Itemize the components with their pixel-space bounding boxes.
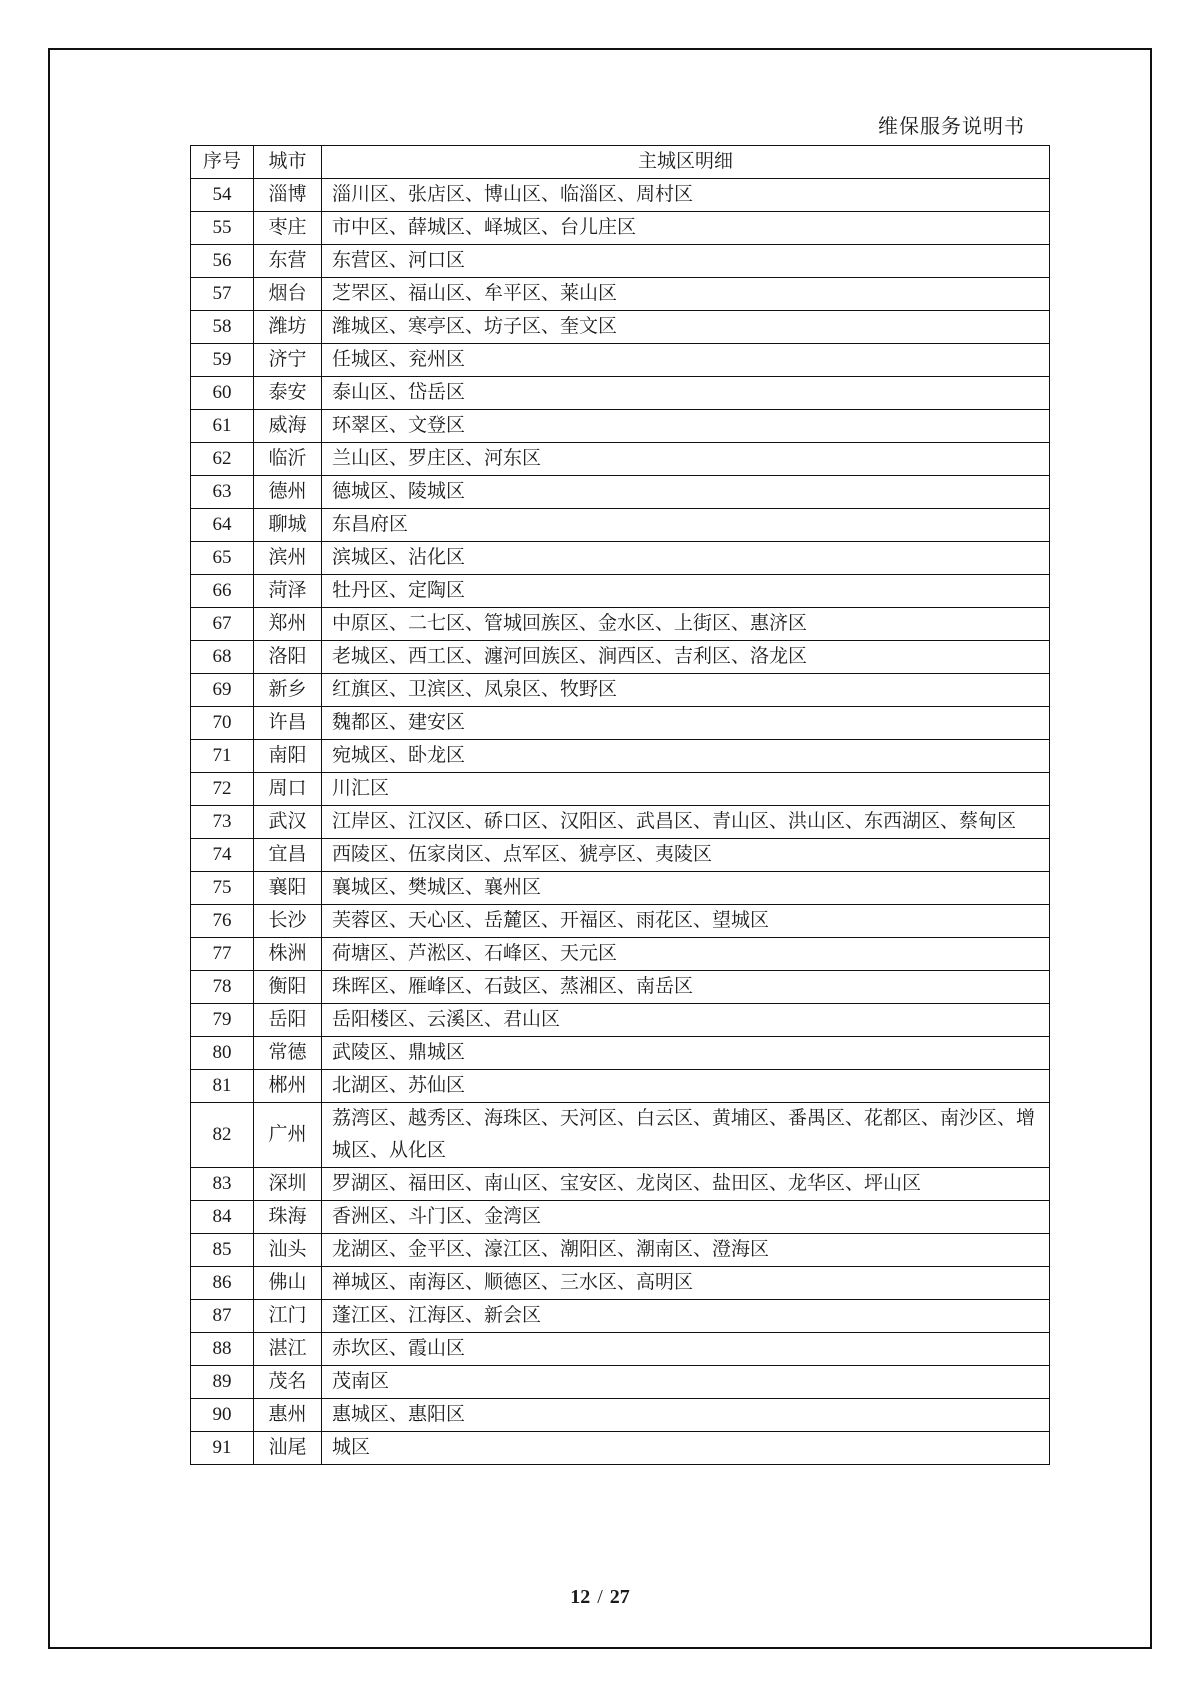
cell-no: 87 bbox=[191, 1300, 254, 1333]
column-header-no: 序号 bbox=[191, 146, 254, 179]
cell-city: 新乡 bbox=[254, 674, 322, 707]
cell-no: 76 bbox=[191, 905, 254, 938]
cell-districts: 香洲区、斗门区、金湾区 bbox=[322, 1201, 1050, 1234]
cell-districts: 龙湖区、金平区、濠江区、潮阳区、潮南区、澄海区 bbox=[322, 1234, 1050, 1267]
table-row bbox=[191, 674, 1050, 707]
table-row bbox=[191, 377, 1050, 410]
table-row bbox=[191, 773, 1050, 806]
cell-districts: 岳阳楼区、云溪区、君山区 bbox=[322, 1004, 1050, 1037]
cell-districts: 宛城区、卧龙区 bbox=[322, 740, 1050, 773]
page-number-separator: / bbox=[597, 1586, 603, 1608]
cell-no: 91 bbox=[191, 1432, 254, 1465]
cell-districts: 珠晖区、雁峰区、石鼓区、蒸湘区、南岳区 bbox=[322, 971, 1050, 1004]
table-row bbox=[191, 1103, 1050, 1168]
cell-districts: 西陵区、伍家岗区、点军区、猇亭区、夷陵区 bbox=[322, 839, 1050, 872]
cell-no: 56 bbox=[191, 245, 254, 278]
cell-districts: 任城区、兖州区 bbox=[322, 344, 1050, 377]
table-row bbox=[191, 905, 1050, 938]
table-row bbox=[191, 344, 1050, 377]
cell-no: 57 bbox=[191, 278, 254, 311]
districts-table bbox=[190, 145, 1050, 1465]
cell-districts: 魏都区、建安区 bbox=[322, 707, 1050, 740]
column-header-city: 城市 bbox=[254, 146, 322, 179]
cell-no: 75 bbox=[191, 872, 254, 905]
cell-no: 90 bbox=[191, 1399, 254, 1432]
cell-districts: 芝罘区、福山区、牟平区、莱山区 bbox=[322, 278, 1050, 311]
table-row bbox=[191, 179, 1050, 212]
cell-city: 淄博 bbox=[254, 179, 322, 212]
table-row bbox=[191, 806, 1050, 839]
cell-districts: 惠城区、惠阳区 bbox=[322, 1399, 1050, 1432]
cell-districts: 襄城区、樊城区、襄州区 bbox=[322, 872, 1050, 905]
table-row bbox=[191, 1201, 1050, 1234]
column-header-districts: 主城区明细 bbox=[322, 146, 1050, 179]
cell-city: 襄阳 bbox=[254, 872, 322, 905]
cell-city: 江门 bbox=[254, 1300, 322, 1333]
table-row bbox=[191, 542, 1050, 575]
table-row bbox=[191, 707, 1050, 740]
table-row bbox=[191, 839, 1050, 872]
table-row bbox=[191, 245, 1050, 278]
cell-no: 68 bbox=[191, 641, 254, 674]
cell-districts: 德城区、陵城区 bbox=[322, 476, 1050, 509]
cell-no: 69 bbox=[191, 674, 254, 707]
cell-city: 衡阳 bbox=[254, 971, 322, 1004]
cell-city: 佛山 bbox=[254, 1267, 322, 1300]
cell-districts: 江岸区、江汉区、硚口区、汉阳区、武昌区、青山区、洪山区、东西湖区、蔡甸区 bbox=[322, 806, 1050, 839]
cell-city: 广州 bbox=[254, 1103, 322, 1168]
cell-no: 78 bbox=[191, 971, 254, 1004]
cell-no: 60 bbox=[191, 377, 254, 410]
cell-city: 洛阳 bbox=[254, 641, 322, 674]
cell-districts: 牡丹区、定陶区 bbox=[322, 575, 1050, 608]
cell-city: 潍坊 bbox=[254, 311, 322, 344]
cell-city: 聊城 bbox=[254, 509, 322, 542]
cell-districts: 老城区、西工区、瀍河回族区、涧西区、吉利区、洛龙区 bbox=[322, 641, 1050, 674]
page-number-current: 12 bbox=[570, 1586, 591, 1608]
table-row bbox=[191, 872, 1050, 905]
cell-districts: 兰山区、罗庄区、河东区 bbox=[322, 443, 1050, 476]
cell-city: 泰安 bbox=[254, 377, 322, 410]
cell-districts: 蓬江区、江海区、新会区 bbox=[322, 1300, 1050, 1333]
cell-no: 64 bbox=[191, 509, 254, 542]
cell-no: 62 bbox=[191, 443, 254, 476]
table-row bbox=[191, 1070, 1050, 1103]
cell-districts: 市中区、薛城区、峄城区、台儿庄区 bbox=[322, 212, 1050, 245]
cell-city: 滨州 bbox=[254, 542, 322, 575]
cell-no: 89 bbox=[191, 1366, 254, 1399]
cell-city: 周口 bbox=[254, 773, 322, 806]
cell-districts: 淄川区、张店区、博山区、临淄区、周村区 bbox=[322, 179, 1050, 212]
cell-city: 南阳 bbox=[254, 740, 322, 773]
table-row bbox=[191, 1234, 1050, 1267]
cell-city: 汕尾 bbox=[254, 1432, 322, 1465]
cell-no: 84 bbox=[191, 1201, 254, 1234]
table-row bbox=[191, 608, 1050, 641]
cell-no: 74 bbox=[191, 839, 254, 872]
table-row bbox=[191, 278, 1050, 311]
cell-city: 常德 bbox=[254, 1037, 322, 1070]
table-header-row bbox=[191, 146, 1050, 179]
table-row bbox=[191, 212, 1050, 245]
cell-city: 惠州 bbox=[254, 1399, 322, 1432]
cell-city: 汕头 bbox=[254, 1234, 322, 1267]
cell-no: 70 bbox=[191, 707, 254, 740]
cell-no: 81 bbox=[191, 1070, 254, 1103]
cell-districts: 武陵区、鼎城区 bbox=[322, 1037, 1050, 1070]
cell-city: 郑州 bbox=[254, 608, 322, 641]
cell-city: 珠海 bbox=[254, 1201, 322, 1234]
table-row bbox=[191, 410, 1050, 443]
cell-city: 宜昌 bbox=[254, 839, 322, 872]
cell-districts: 赤坎区、霞山区 bbox=[322, 1333, 1050, 1366]
cell-no: 77 bbox=[191, 938, 254, 971]
table-row bbox=[191, 476, 1050, 509]
cell-city: 湛江 bbox=[254, 1333, 322, 1366]
cell-districts: 罗湖区、福田区、南山区、宝安区、龙岗区、盐田区、龙华区、坪山区 bbox=[322, 1168, 1050, 1201]
cell-districts: 北湖区、苏仙区 bbox=[322, 1070, 1050, 1103]
cell-no: 79 bbox=[191, 1004, 254, 1037]
cell-no: 66 bbox=[191, 575, 254, 608]
cell-districts: 红旗区、卫滨区、凤泉区、牧野区 bbox=[322, 674, 1050, 707]
cell-no: 73 bbox=[191, 806, 254, 839]
cell-districts: 茂南区 bbox=[322, 1366, 1050, 1399]
cell-city: 株洲 bbox=[254, 938, 322, 971]
cell-districts: 东营区、河口区 bbox=[322, 245, 1050, 278]
table-row bbox=[191, 641, 1050, 674]
cell-no: 86 bbox=[191, 1267, 254, 1300]
table-row bbox=[191, 1267, 1050, 1300]
cell-no: 82 bbox=[191, 1103, 254, 1168]
table-row bbox=[191, 1037, 1050, 1070]
cell-city: 威海 bbox=[254, 410, 322, 443]
table-row bbox=[191, 971, 1050, 1004]
cell-no: 63 bbox=[191, 476, 254, 509]
cell-city: 临沂 bbox=[254, 443, 322, 476]
table-row bbox=[191, 509, 1050, 542]
cell-city: 深圳 bbox=[254, 1168, 322, 1201]
table-row bbox=[191, 311, 1050, 344]
document-header-title: 维保服务说明书 bbox=[878, 116, 1025, 138]
table-row bbox=[191, 1399, 1050, 1432]
cell-districts: 环翠区、文登区 bbox=[322, 410, 1050, 443]
cell-city: 武汉 bbox=[254, 806, 322, 839]
table-row bbox=[191, 575, 1050, 608]
table-row bbox=[191, 1004, 1050, 1037]
table-row bbox=[191, 1432, 1050, 1465]
table-body bbox=[191, 179, 1050, 1465]
cell-city: 德州 bbox=[254, 476, 322, 509]
cell-city: 长沙 bbox=[254, 905, 322, 938]
table-row bbox=[191, 1168, 1050, 1201]
table-row bbox=[191, 1366, 1050, 1399]
cell-no: 67 bbox=[191, 608, 254, 641]
cell-no: 55 bbox=[191, 212, 254, 245]
cell-no: 80 bbox=[191, 1037, 254, 1070]
cell-districts: 禅城区、南海区、顺德区、三水区、高明区 bbox=[322, 1267, 1050, 1300]
cell-districts: 潍城区、寒亭区、坊子区、奎文区 bbox=[322, 311, 1050, 344]
cell-no: 72 bbox=[191, 773, 254, 806]
table-row bbox=[191, 938, 1050, 971]
cell-districts: 芙蓉区、天心区、岳麓区、开福区、雨花区、望城区 bbox=[322, 905, 1050, 938]
cell-districts: 滨城区、沾化区 bbox=[322, 542, 1050, 575]
cell-districts: 城区 bbox=[322, 1432, 1050, 1465]
cell-city: 菏泽 bbox=[254, 575, 322, 608]
table-row bbox=[191, 1333, 1050, 1366]
cell-city: 烟台 bbox=[254, 278, 322, 311]
cell-no: 65 bbox=[191, 542, 254, 575]
cell-city: 济宁 bbox=[254, 344, 322, 377]
cell-districts: 东昌府区 bbox=[322, 509, 1050, 542]
table-row bbox=[191, 1300, 1050, 1333]
cell-city: 郴州 bbox=[254, 1070, 322, 1103]
cell-districts: 川汇区 bbox=[322, 773, 1050, 806]
cell-city: 茂名 bbox=[254, 1366, 322, 1399]
cell-districts: 荔湾区、越秀区、海珠区、天河区、白云区、黄埔区、番禺区、花都区、南沙区、增城区、从化区 bbox=[322, 1103, 1050, 1168]
cell-no: 58 bbox=[191, 311, 254, 344]
table-row bbox=[191, 740, 1050, 773]
cell-no: 59 bbox=[191, 344, 254, 377]
cell-no: 85 bbox=[191, 1234, 254, 1267]
cell-no: 88 bbox=[191, 1333, 254, 1366]
cell-city: 东营 bbox=[254, 245, 322, 278]
cell-no: 83 bbox=[191, 1168, 254, 1201]
table-row bbox=[191, 443, 1050, 476]
cell-no: 71 bbox=[191, 740, 254, 773]
cell-districts: 荷塘区、芦淞区、石峰区、天元区 bbox=[322, 938, 1050, 971]
cell-city: 许昌 bbox=[254, 707, 322, 740]
cell-no: 54 bbox=[191, 179, 254, 212]
cell-districts: 中原区、二七区、管城回族区、金水区、上街区、惠济区 bbox=[322, 608, 1050, 641]
cell-districts: 泰山区、岱岳区 bbox=[322, 377, 1050, 410]
cell-no: 61 bbox=[191, 410, 254, 443]
cell-city: 岳阳 bbox=[254, 1004, 322, 1037]
page-number-total: 27 bbox=[609, 1586, 630, 1608]
page-footer bbox=[0, 1586, 1200, 1609]
cell-city: 枣庄 bbox=[254, 212, 322, 245]
